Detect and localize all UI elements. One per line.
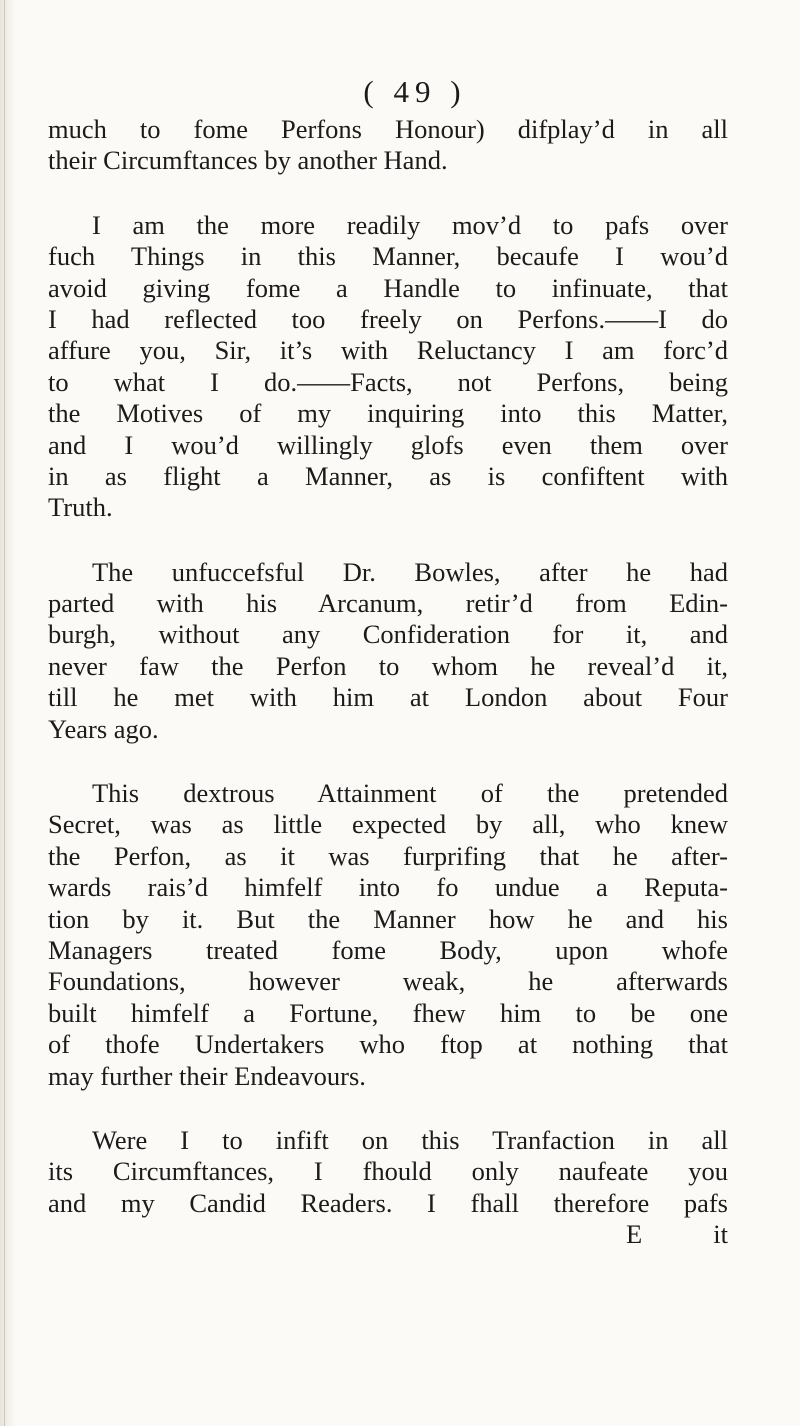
text-line: their Circumftances by another Hand.: [48, 145, 448, 176]
paragraph: [48, 1125, 728, 1219]
paragraph-gap: [48, 745, 728, 778]
binding-edge: [4, 0, 5, 1426]
text-line: the Motives of my inquiring into this Matter,: [48, 398, 728, 429]
text-line: built himfelf a Fortune, fhew him to be one: [48, 997, 728, 1028]
paragraph: [48, 778, 728, 1092]
text-line: The unfuccefsful Dr. Bowles, after he had: [92, 556, 728, 587]
paragraph: [48, 114, 728, 177]
text-line: avoid giving fome a Handle to infinuate, that: [48, 272, 728, 303]
paragraph-gap: [48, 524, 728, 557]
text-line: to what I do.——Facts, not Perfons, being: [48, 366, 728, 397]
text-line: fuch Things in this Manner, becaufe I wou’d: [48, 241, 728, 272]
text-line: tion by it. But the Manner how he and his: [48, 903, 728, 934]
paragraph-gap: [48, 1092, 728, 1125]
paragraph: [48, 557, 728, 745]
paragraph: [48, 210, 728, 524]
page-number: ( 49 ): [363, 74, 467, 109]
text-line: and I wou’d willingly glofs even them over: [48, 429, 728, 460]
text-line: Secret, was as little expected by all, who knew: [48, 809, 728, 840]
catchword: it: [713, 1219, 728, 1250]
paragraph-container: [48, 114, 728, 1219]
text-line: I had reflected too freely on Perfons.——I do: [48, 303, 728, 334]
text-line: parted with his Arcanum, retir’d from Edin-: [48, 588, 728, 619]
page-gutter-shadow: [0, 0, 16, 1426]
signature-mark: E: [626, 1219, 643, 1250]
text-line: Foundations, however weak, he afterwards: [48, 966, 728, 997]
text-line: Managers treated fome Body, upon whofe: [48, 934, 728, 965]
text-line: much to fome Perfons Honour) difplay’d in all: [48, 114, 728, 144]
paragraph-gap: [48, 177, 728, 210]
body-text: [48, 114, 728, 1251]
text-line: wards rais’d himfelf into fo undue a Reputa-: [48, 872, 728, 903]
text-line: of thofe Undertakers who ftop at nothing that: [48, 1029, 728, 1060]
text-line: I am the more readily mov’d to pafs over: [92, 209, 728, 240]
text-line: Were I to infift on this Tranfaction in all: [92, 1124, 728, 1155]
text-line: the Perfon, as it was furprifing that he after-: [48, 840, 728, 871]
text-line: burgh, without any Confideration for it, and: [48, 619, 728, 650]
text-line: never faw the Perfon to whom he reveal’d it,: [48, 650, 728, 681]
text-line: affure you, Sir, it’s with Reluctancy I am forc’d: [48, 335, 728, 366]
text-line: till he met with him at London about Four: [48, 682, 728, 713]
text-line: its Circumftances, I fhould only naufeate you: [48, 1156, 728, 1187]
text-line: may further their Endeavours.: [48, 1060, 366, 1091]
text-line: in as flight a Manner, as is confiftent with: [48, 460, 728, 491]
catchword-line: [48, 1219, 728, 1250]
text-line: Truth.: [48, 492, 113, 523]
text-line: and my Candid Readers. I fhall therefore pafs: [48, 1187, 728, 1218]
text-line: Years ago.: [48, 713, 159, 744]
text-line: This dextrous Attainment of the pretended: [92, 778, 728, 809]
